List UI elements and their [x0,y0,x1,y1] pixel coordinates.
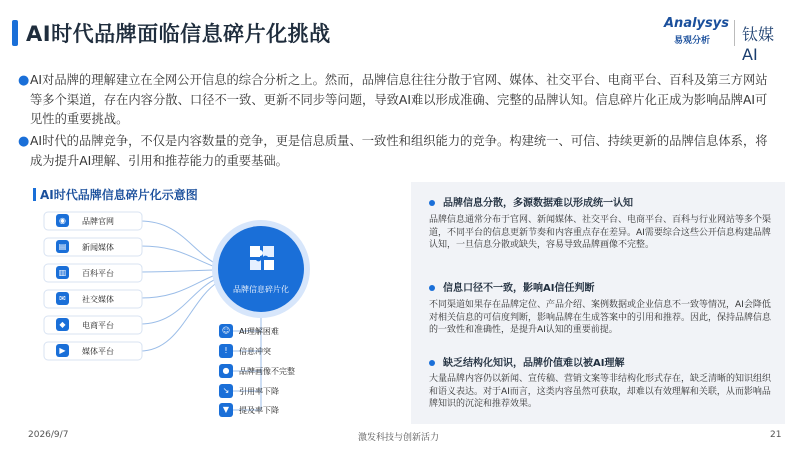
bullet-icon [429,200,435,206]
panel-body: 大量品牌内容仍以新闻、宣传稿、营销文案等非结构化形式存在，缺乏清晰的知识组织和语义表达。对于AI而言，这类内容虽然可获取，却难以有效理解和关联，从而影响品牌知识的沉淀和推荐效果。 [429,374,772,409]
panel-heading [429,194,633,209]
panel-heading [429,279,594,294]
footer-date: 2026/9/7 [28,430,69,440]
source-label: 社交媒体 [82,295,114,304]
diagram-title: AI时代品牌信息碎片化示意图 [40,188,198,202]
panel-heading-text: 品牌信息分散，多源数据难以形成统一认知 [443,198,633,209]
logo [664,16,788,64]
partner-logo: 钛媒AI [742,25,775,64]
thumb-down-icon: ▼ [219,403,233,417]
logo-separator [734,20,735,46]
effect-item [219,364,339,379]
effect-item [219,403,339,418]
analysys-logo: Analysys [664,16,729,31]
bullet-icon: ● [18,73,30,88]
source-item [50,213,180,229]
source-item [50,317,180,333]
paragraph-text: AI时代的品牌竞争，不仅是内容数量的竞争，更是信息质量、一致性和组织能力的竞争。构建统一、可信、持续更新的品牌信息体系，将成为提升AI理解、引用和推荐能力的重要基础。 [30,134,768,168]
source-item [50,265,180,281]
panel-body: 不同渠道如果存在品牌定位、产品介绍、案例数据或企业信息不一致等情况，AI会降低对相关信息的可信度判断，影响品牌在生成答案中的引用和推荐。因此，保持品牌信息的一致性和准确性，是提升AI认知的重要前提。 [429,300,772,335]
bullet-icon: ● [18,134,30,149]
effect-item [219,344,339,359]
source-label: 百科平台 [82,269,114,278]
effect-label: 引用率下降 [239,387,279,396]
effect-label: 提及率下降 [239,406,279,415]
fragmentation-center-circle [218,226,304,312]
paragraph-text: AI对品牌的理解建立在全网公开信息的综合分析之上。然而，品牌信息往往分散于官网、媒体、社交平台、电商平台、百科及第三方网站等多个渠道，存在内容分散、口径不一致、更新不同步等问题，导致AI难以形成准确、完整的品牌认知。信息碎片化正成为影响品牌AI可见性的重要挑战。 [30,73,768,126]
page-number: 21 [770,430,782,440]
bullet-icon [429,360,435,366]
chat-icon: ✉ [56,292,69,305]
chart-down-icon: ↘ [219,384,233,398]
book-icon: ▥ [56,266,69,279]
newspaper-icon: ▤ [56,240,69,253]
source-item [50,291,180,307]
effect-item [219,324,339,339]
cart-icon: ◆ [56,318,69,331]
analysys-logo-subtitle: 易观分析 [674,36,711,46]
bullet-icon [429,285,435,291]
source-label: 品牌官网 [82,217,114,226]
explanation-panel [411,182,785,424]
footer-slogan: 激发科技与创新活力 [358,433,440,443]
panel-body: 品牌信息通常分布于官网、新闻媒体、社交平台、电商平台、百科与行业网站等多个渠道，不同平台的信息更新节奏和内容重点存在差异。AI需要综合这些公开信息构建品牌认知，一旦信息分散或缺失，容易导致品牌画像不完整。 [429,215,772,250]
user-icon: ● [219,364,233,378]
effect-item [219,384,339,399]
panel-heading-text: 信息口径不一致，影响AI信任判断 [443,283,595,294]
effect-label: 品牌画像不完整 [239,367,295,376]
source-item [50,343,180,359]
source-label: 新闻媒体 [82,243,114,252]
source-item [50,239,180,255]
center-label: 品牌信息碎片化 [233,285,289,294]
panel-heading-text: 缺乏结构化知识，品牌价值难以被AI理解 [443,358,625,369]
puzzle-icon [248,244,276,272]
source-label: 媒体平台 [82,347,114,356]
effect-label: 信息冲突 [239,347,271,356]
effect-label: AI理解困难 [239,327,279,336]
globe-icon: ◉ [56,214,69,227]
warning-icon: ! [219,344,233,358]
panel-heading [429,354,624,369]
page-title: AI时代品牌面临信息碎片化挑战 [26,22,331,46]
play-icon: ▶ [56,344,69,357]
robot-icon: ☺ [219,324,233,338]
source-label: 电商平台 [82,321,114,330]
